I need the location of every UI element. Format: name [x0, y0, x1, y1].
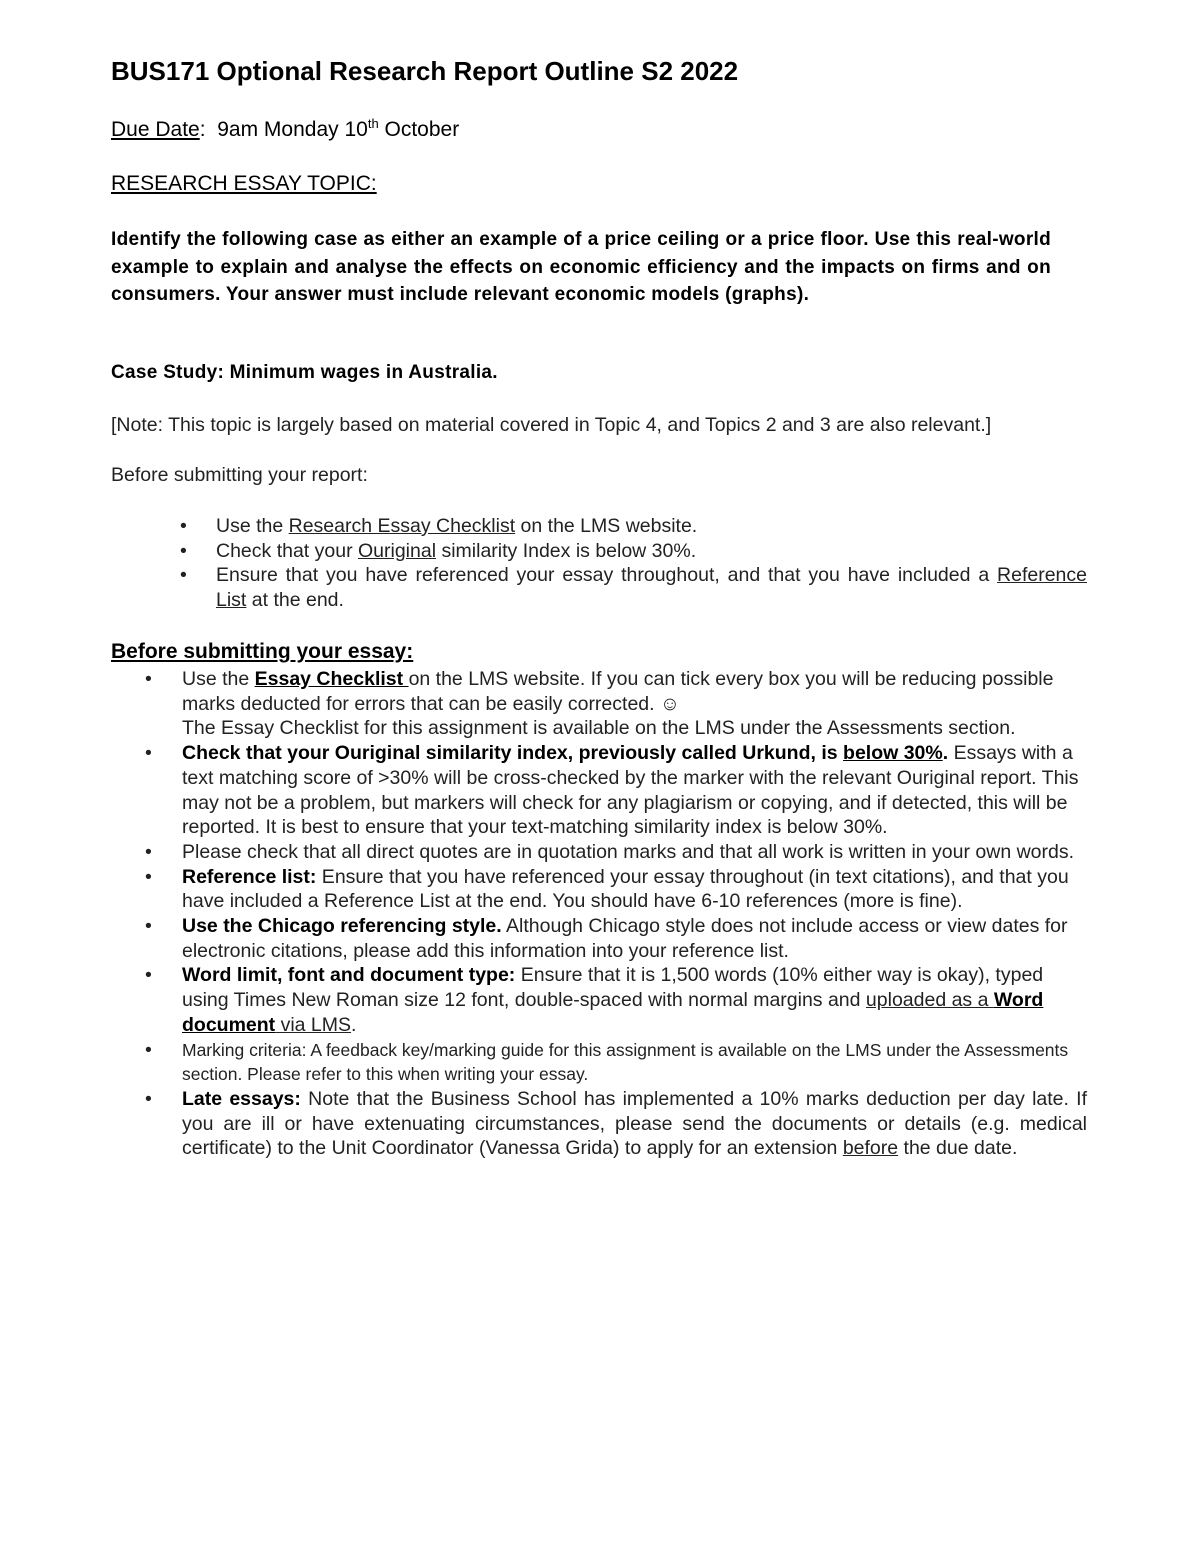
bullet-icon: • [145, 964, 152, 987]
research-essay-checklist-link[interactable]: Research Essay Checklist [288, 515, 516, 537]
bullet-icon: • [180, 515, 187, 537]
due-date-value: 9am Monday 10 [217, 118, 368, 141]
list-item: • Check that your Ouriginal similarity index, previously called Urkund, is below 30%. Essays with a text matching score of >30% will be cross-checked by the marker with the relevant Ouriginal report. This may not be a problem, but markers will check for any plagiarism or copying, and if detected, this will be reported. It is best to ensure that your text-matching similarity index is below 30%. [145, 742, 1079, 839]
document-title: BUS171 Optional Research Report Outline S2 2022 [111, 56, 739, 86]
bullet-icon: • [180, 539, 187, 562]
topic-heading: RESEARCH ESSAY TOPIC: [111, 172, 377, 195]
bullet-icon: • [145, 1087, 152, 1110]
list-item: • Use the Chicago referencing style. Although Chicago style does not include access or view dates for electronic citations, please add this information into your reference list. [145, 915, 1068, 962]
list-item: • Ensure that you have referenced your essay throughout, and that you have included a Reference List at the end. [180, 564, 1087, 611]
essay-question: Identify the following case as either an example of a price ceiling or a price floor. Use this real-world example to explain and analyse the effects on economic efficiency and the impacts on firms and on consumers. Your answer must include relevant economic models (graphs). [111, 229, 1051, 305]
bullet-icon: • [145, 1038, 152, 1061]
bullet-icon: • [145, 742, 152, 765]
list-item: • Use the Research Essay Checklist on the LMS website. [180, 515, 698, 537]
uploaded-link[interactable]: uploaded as a [865, 989, 994, 1012]
list-item: • Use the Essay Checklist on the LMS website. If you can tick every box you will be reducing possible marks deducted for errors that can be easily corrected. ☺ The Essay Checklist for this assignment is available on the LMS under the Assessments section. [145, 668, 1054, 740]
list-item: • Reference list: Ensure that you have referenced your essay throughout (in text citations), and that you have included a Reference List at the end. You should have 6-10 references (more is fine). [145, 865, 1069, 913]
due-date-sup: th [367, 116, 379, 131]
essay-checklist [145, 667, 1087, 1161]
bullet-icon: • [145, 668, 152, 690]
report-checklist [150, 514, 1087, 612]
due-date [111, 116, 459, 142]
before-report-heading: Before submitting your report: [111, 464, 368, 486]
list-item: • Word limit, font and document type: Ensure that it is 1,500 words (10% either way is okay), typed using Times New Roman size 12 font, double-spaced with normal margins and uploaded as a Word document via LMS. [145, 964, 1044, 1036]
bullet-icon: • [180, 564, 187, 586]
bullet-icon: • [145, 915, 152, 938]
topic-note: [Note: This topic is largely based on material covered in Topic 4, and Topics 2 and 3 are also relevant.] [111, 414, 992, 436]
due-date-month: October [384, 118, 460, 141]
due-date-colon: : [199, 118, 206, 141]
list-item: • Please check that all direct quotes are in quotation marks and that all work is written in your own words. [145, 840, 1075, 863]
bullet-icon: • [145, 865, 152, 888]
list-item: • Marking criteria: A feedback key/marking guide for this assignment is available on the LMS under the Assessments section. Please refer to this when writing your essay. [145, 1038, 1069, 1085]
due-date-label: Due Date [111, 118, 200, 141]
reference-list-link[interactable]: Reference List [216, 564, 1087, 611]
bullet-icon: • [145, 840, 152, 863]
essay-checklist-link[interactable]: Essay Checklist [254, 668, 409, 690]
list-item: • Check that your Ouriginal similarity Index is below 30%. [180, 539, 697, 562]
before-essay-heading: Before submitting your essay: [111, 640, 414, 663]
case-study: Case Study: Minimum wages in Australia. [111, 362, 498, 383]
list-item: • Late essays: Note that the Business School has implemented a 10% marks deduction per day late. If you are ill or have extenuating circumstances, please send the documents or details (e.g. medical certificate) to the Unit Coordinator (Vanessa Grida) to apply for an extension before the due date. [145, 1087, 1087, 1160]
ouriginal-link[interactable]: Ouriginal [357, 539, 437, 562]
